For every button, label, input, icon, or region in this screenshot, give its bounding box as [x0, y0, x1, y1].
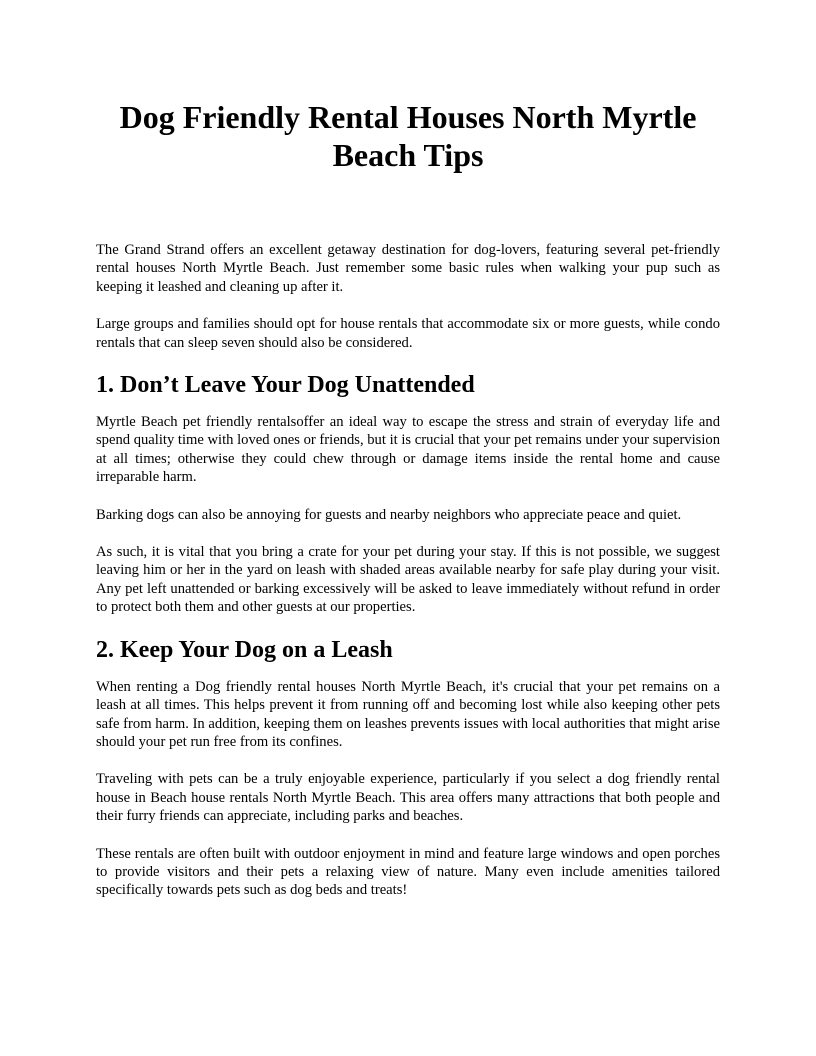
section-1-paragraph-3: As such, it is vital that you bring a crate for your pet during your stay. If this is not possible, we suggest leaving him or her in the yard on leash with shaded areas available nearby for safe play during your visit. Any pet left unattended or barking excessively will be asked to leave immediately without refund in order to protect both them and other guests at our properties. — [96, 544, 720, 616]
section-2-paragraph-2: Traveling with pets can be a truly enjoyable experience, particularly if you select a dog friendly rental house in Beach house rentals North Myrtle Beach. This area offers many attractions that both people and their furry friends can appreciate, including parks and beaches. — [96, 771, 720, 825]
section-2-heading: 2. Keep Your Dog on a Leash — [96, 636, 393, 663]
section-2-paragraph-1: When renting a Dog friendly rental houses North Myrtle Beach, it's crucial that your pet remains on a leash at all times. This helps prevent it from running off and becoming lost while also keeping other pets safe from harm. In addition, keeping them on leashes prevents issues with local authorities that might arise should your pet run free from its confines. — [96, 678, 720, 750]
section-1-paragraph-2: Barking dogs can also be annoying for guests and nearby neighbors who appreciate peace and quiet. — [96, 506, 682, 523]
page-title: Dog Friendly Rental Houses North Myrtle Beach Tips — [119, 99, 697, 173]
document-body — [96, 241, 720, 919]
intro-paragraph-1: The Grand Strand offers an excellent getaway destination for dog-lovers, featuring several pet-friendly rental houses North Myrtle Beach. Just remember some basic rules when walking your pup such as keeping it leashed and cleaning up after it. — [96, 242, 720, 295]
section-1-paragraph-1: Myrtle Beach pet friendly rentalsoffer an ideal way to escape the stress and strain of everyday life and spend quality time with loved ones or friends, but it is crucial that your pet remains under your supervision at all times; otherwise they could chew through or damage items inside the rental home and cause irreparable harm. — [96, 414, 720, 486]
section-1-heading: 1. Don’t Leave Your Dog Unattended — [96, 372, 475, 399]
section-2-paragraph-3: These rentals are often built with outdoor enjoyment in mind and feature large windows and open porches to provide visitors and their pets a relaxing view of nature. Many even include amenities tailored specifically towards pets such as dog beds and treats! — [96, 845, 720, 899]
intro-paragraph-2: Large groups and families should opt for house rentals that accommodate six or more guests, while condo rentals that can sleep seven should also be considered. — [96, 316, 720, 351]
